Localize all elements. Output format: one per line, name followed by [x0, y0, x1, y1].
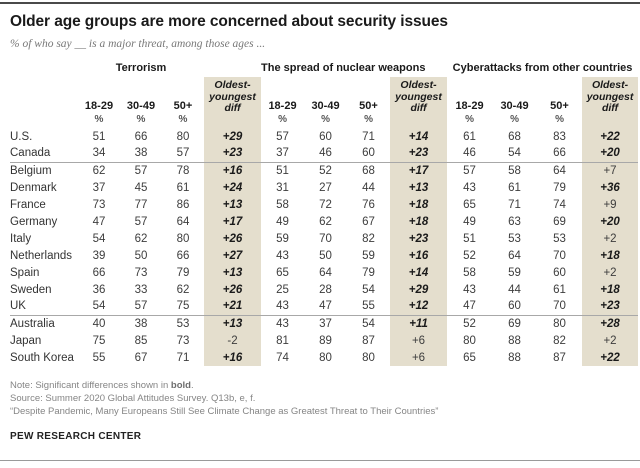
value-cell: 43: [276, 249, 289, 262]
value-cell: 52: [463, 317, 476, 330]
age-header: 30-49: [500, 100, 529, 112]
diff-cell: +11: [390, 315, 447, 332]
table-row: [10, 145, 638, 162]
diff-cell: +16: [204, 162, 261, 179]
percent-symbol: %: [465, 114, 474, 125]
value-cell: 74: [276, 351, 289, 364]
value-cell: 62: [134, 232, 148, 245]
table-row: [10, 315, 638, 332]
value-cell: 61: [463, 130, 476, 143]
spacer-cell: [204, 62, 261, 77]
value-cell: 38: [120, 145, 162, 162]
country-label: Italy: [10, 232, 32, 245]
value-cell: 55: [92, 351, 106, 364]
value-cell: 52: [319, 164, 332, 177]
diff-cell: +13: [390, 179, 447, 196]
value-cell: 49: [463, 215, 476, 228]
value-cell: 61: [508, 181, 521, 194]
value-cell: 65: [463, 198, 476, 211]
value-cell: 79: [362, 266, 375, 279]
value-cell: 80: [362, 351, 375, 364]
value-cell: 71: [362, 130, 375, 143]
value-cell: 82: [553, 334, 566, 347]
diff-cell: +2: [582, 264, 638, 281]
diff-cell: +13: [204, 264, 261, 281]
diff-cell: +36: [582, 179, 638, 196]
value-cell: 78: [176, 164, 190, 177]
diff-cell: +17: [204, 213, 261, 230]
diff-cell: +9: [582, 196, 638, 213]
diff-cell: +23: [390, 145, 447, 162]
value-cell: 47: [447, 298, 492, 315]
country-label: Spain: [10, 266, 40, 279]
value-cell: 67: [362, 215, 375, 228]
value-cell: 45: [134, 181, 148, 194]
diff-header: Oldest-youngest diff: [582, 77, 638, 128]
value-cell: 37: [261, 145, 304, 162]
value-cell: 58: [463, 266, 476, 279]
value-cell: 80: [553, 317, 566, 330]
value-cell: 88: [508, 334, 521, 347]
group-header-row: [10, 62, 638, 77]
value-cell: 50: [319, 249, 332, 262]
value-cell: 61: [176, 181, 190, 194]
table-row: [10, 128, 638, 145]
value-cell: 43: [276, 317, 289, 330]
value-cell: 80: [463, 334, 476, 347]
value-cell: 59: [508, 266, 521, 279]
value-cell: 62: [319, 215, 332, 228]
group-header-terrorism: Terrorism: [115, 62, 167, 74]
page-title: Older age groups are more concerned about security issues: [10, 13, 448, 30]
percent-symbol: %: [364, 114, 373, 125]
diff-cell: +14: [390, 264, 447, 281]
value-cell: 64: [176, 215, 190, 228]
report-title-line: “Despite Pandemic, Many Europeans Still See Climate Change as Greatest Threat to Their Countries”: [10, 406, 439, 417]
percent-symbol: %: [278, 114, 287, 125]
diff-cell: +6: [390, 349, 447, 366]
diff-cell: +18: [582, 247, 638, 264]
country-label: South Korea: [10, 351, 74, 364]
table-body: [10, 128, 638, 366]
age-header: 30-49: [126, 100, 156, 112]
value-cell: 59: [362, 249, 375, 262]
diff-cell: -2: [204, 332, 261, 349]
value-cell: 28: [319, 283, 332, 296]
age-header: 18-29: [455, 100, 484, 112]
value-cell: 31: [276, 181, 289, 194]
country-label: UK: [10, 298, 78, 315]
diff-cell: +18: [582, 281, 638, 298]
note-line: Note: Significant differences shown in bold.: [10, 380, 194, 391]
diff-cell: +23: [582, 298, 638, 315]
value-cell: 71: [508, 198, 521, 211]
age-header: 50+: [173, 100, 193, 112]
value-cell: 34: [78, 145, 120, 162]
diff-header: Oldest-youngest diff: [204, 77, 261, 128]
group-header-nuclear: The spread of nuclear weapons: [261, 62, 426, 74]
diff-cell: +20: [582, 213, 638, 230]
value-cell: 76: [362, 198, 375, 211]
value-cell: 62: [176, 283, 190, 296]
value-cell: 59: [276, 232, 289, 245]
country-label: U.S.: [10, 130, 33, 143]
value-cell: 43: [463, 181, 476, 194]
value-cell: 57: [463, 164, 476, 177]
value-cell: 87: [362, 334, 375, 347]
value-cell: 80: [176, 130, 190, 143]
value-cell: 53: [553, 232, 566, 245]
age-header: 50+: [550, 100, 569, 112]
value-cell: 64: [319, 266, 332, 279]
value-cell: 51: [463, 232, 476, 245]
diff-header: Oldest-youngest diff: [390, 77, 447, 128]
age-header: 50+: [359, 100, 378, 112]
diff-cell: +26: [204, 281, 261, 298]
country-label: Australia: [10, 317, 55, 330]
value-cell: 54: [362, 283, 375, 296]
diff-cell: +13: [204, 315, 261, 332]
diff-cell: +16: [390, 247, 447, 264]
table-row: [10, 196, 638, 213]
value-cell: 67: [134, 351, 148, 364]
percent-symbol: %: [555, 114, 564, 125]
value-cell: 58: [508, 164, 521, 177]
table-row: [10, 230, 638, 247]
value-cell: 52: [463, 249, 476, 262]
value-cell: 70: [537, 298, 582, 315]
corner-cell: [10, 62, 78, 77]
country-label: Belgium: [10, 164, 52, 177]
value-cell: 25: [276, 283, 289, 296]
value-cell: 83: [553, 130, 566, 143]
value-cell: 64: [508, 249, 521, 262]
value-cell: 74: [553, 198, 566, 211]
country-label: Japan: [10, 334, 42, 347]
value-cell: 77: [134, 198, 148, 211]
diff-cell: +18: [390, 213, 447, 230]
value-cell: 80: [176, 232, 190, 245]
value-cell: 46: [447, 145, 492, 162]
value-cell: 79: [176, 266, 190, 279]
value-cell: 43: [261, 298, 304, 315]
value-cell: 54: [78, 298, 120, 315]
value-cell: 57: [134, 164, 148, 177]
value-cell: 71: [176, 351, 190, 364]
country-label: Germany: [10, 215, 58, 228]
footnotes: [10, 379, 632, 418]
data-table: [10, 62, 638, 366]
diff-cell: +23: [204, 145, 261, 162]
country-label: France: [10, 198, 46, 211]
value-cell: 54: [492, 145, 537, 162]
value-cell: 44: [508, 283, 521, 296]
value-cell: 70: [553, 249, 566, 262]
value-cell: 54: [362, 317, 375, 330]
diff-cell: +17: [390, 162, 447, 179]
value-cell: 54: [92, 232, 106, 245]
value-cell: 43: [463, 283, 476, 296]
diff-cell: +29: [204, 128, 261, 145]
table-row: [10, 349, 638, 366]
country-label: Canada: [10, 145, 78, 162]
value-cell: 57: [162, 145, 204, 162]
value-cell: 68: [508, 130, 521, 143]
age-header-row: [10, 77, 638, 113]
value-cell: 49: [276, 215, 289, 228]
diff-cell: +22: [582, 349, 638, 366]
diff-cell: +26: [204, 230, 261, 247]
diff-cell: +27: [204, 247, 261, 264]
source-line: Source: Summer 2020 Global Attitudes Survey. Q13b, e, f.: [10, 393, 256, 404]
table-row: [10, 264, 638, 281]
value-cell: 60: [553, 266, 566, 279]
value-cell: 68: [362, 164, 375, 177]
value-cell: 75: [92, 334, 106, 347]
value-cell: 81: [276, 334, 289, 347]
diff-cell: +7: [582, 162, 638, 179]
diff-cell: +2: [582, 332, 638, 349]
value-cell: 47: [92, 215, 106, 228]
value-cell: 69: [508, 317, 521, 330]
value-cell: 60: [347, 145, 390, 162]
value-cell: 51: [276, 164, 289, 177]
value-cell: 50: [134, 249, 148, 262]
diff-cell: +18: [390, 196, 447, 213]
diff-cell: +23: [390, 230, 447, 247]
table-row: [10, 162, 638, 179]
value-cell: 44: [362, 181, 375, 194]
value-cell: 51: [92, 130, 106, 143]
diff-cell: +22: [582, 128, 638, 145]
value-cell: 58: [276, 198, 289, 211]
corner-cell: [10, 77, 78, 113]
country-label: Netherlands: [10, 249, 73, 262]
value-cell: 79: [553, 181, 566, 194]
top-rule: [0, 2, 640, 4]
value-cell: 73: [92, 198, 106, 211]
percent-symbol: %: [94, 114, 104, 125]
diff-cell: +2: [582, 230, 638, 247]
value-cell: 66: [176, 249, 190, 262]
value-cell: 37: [92, 181, 106, 194]
diff-cell: +20: [582, 145, 638, 162]
value-cell: 40: [92, 317, 106, 330]
value-cell: 65: [463, 351, 476, 364]
value-cell: 89: [319, 334, 332, 347]
percent-symbol: %: [510, 114, 519, 125]
value-cell: 27: [319, 181, 332, 194]
country-label: Sweden: [10, 283, 52, 296]
value-cell: 46: [304, 145, 347, 162]
table-row: [10, 247, 638, 264]
corner-cell: [10, 113, 78, 128]
value-cell: 39: [92, 249, 106, 262]
value-cell: 70: [319, 232, 332, 245]
value-cell: 66: [537, 145, 582, 162]
age-header: 18-29: [268, 100, 297, 112]
pew-research-center-wordmark: PEW RESEARCH CENTER: [10, 431, 142, 442]
value-cell: 36: [92, 283, 106, 296]
value-cell: 73: [134, 266, 148, 279]
value-cell: 57: [276, 130, 289, 143]
value-cell: 69: [553, 215, 566, 228]
value-cell: 82: [362, 232, 375, 245]
value-cell: 57: [134, 215, 148, 228]
diff-cell: +14: [390, 128, 447, 145]
table-row: [10, 179, 638, 196]
value-cell: 60: [319, 130, 332, 143]
value-cell: 65: [276, 266, 289, 279]
value-cell: 47: [304, 298, 347, 315]
value-cell: 85: [134, 334, 148, 347]
table-row: [10, 213, 638, 230]
value-cell: 64: [553, 164, 566, 177]
percent-symbol: %: [321, 114, 330, 125]
value-cell: 80: [319, 351, 332, 364]
percent-row: [10, 113, 638, 128]
value-cell: 53: [508, 232, 521, 245]
value-cell: 87: [553, 351, 566, 364]
value-cell: 53: [176, 317, 190, 330]
diff-cell: +13: [204, 196, 261, 213]
age-header: 30-49: [311, 100, 340, 112]
value-cell: 57: [120, 298, 162, 315]
diff-cell: +6: [390, 332, 447, 349]
table-row: [10, 298, 638, 315]
value-cell: 60: [492, 298, 537, 315]
age-header: 18-29: [84, 100, 114, 112]
value-cell: 73: [176, 334, 190, 347]
bottom-rule: [0, 460, 640, 461]
diff-cell: +24: [204, 179, 261, 196]
table-row: [10, 332, 638, 349]
diff-cell: +16: [204, 349, 261, 366]
value-cell: 86: [176, 198, 190, 211]
value-cell: 62: [92, 164, 106, 177]
diff-cell: +12: [390, 298, 447, 315]
value-cell: 37: [319, 317, 332, 330]
country-label: Denmark: [10, 181, 57, 194]
subtitle: % of who say __ is a major threat, among those ages ...: [10, 38, 266, 50]
value-cell: 88: [508, 351, 521, 364]
value-cell: 72: [319, 198, 332, 211]
percent-symbol: %: [136, 114, 146, 125]
table-row: [10, 281, 638, 298]
value-cell: 66: [134, 130, 148, 143]
value-cell: 66: [92, 266, 106, 279]
value-cell: 63: [508, 215, 521, 228]
diff-cell: +29: [390, 281, 447, 298]
value-cell: 38: [134, 317, 148, 330]
diff-cell: +21: [204, 298, 261, 315]
group-header-cyberattacks: Cyberattacks from other countries: [452, 62, 633, 74]
value-cell: 33: [134, 283, 148, 296]
value-cell: 61: [553, 283, 566, 296]
value-cell: 55: [347, 298, 390, 315]
value-cell: 75: [162, 298, 204, 315]
percent-symbol: %: [178, 114, 188, 125]
diff-cell: +28: [582, 315, 638, 332]
